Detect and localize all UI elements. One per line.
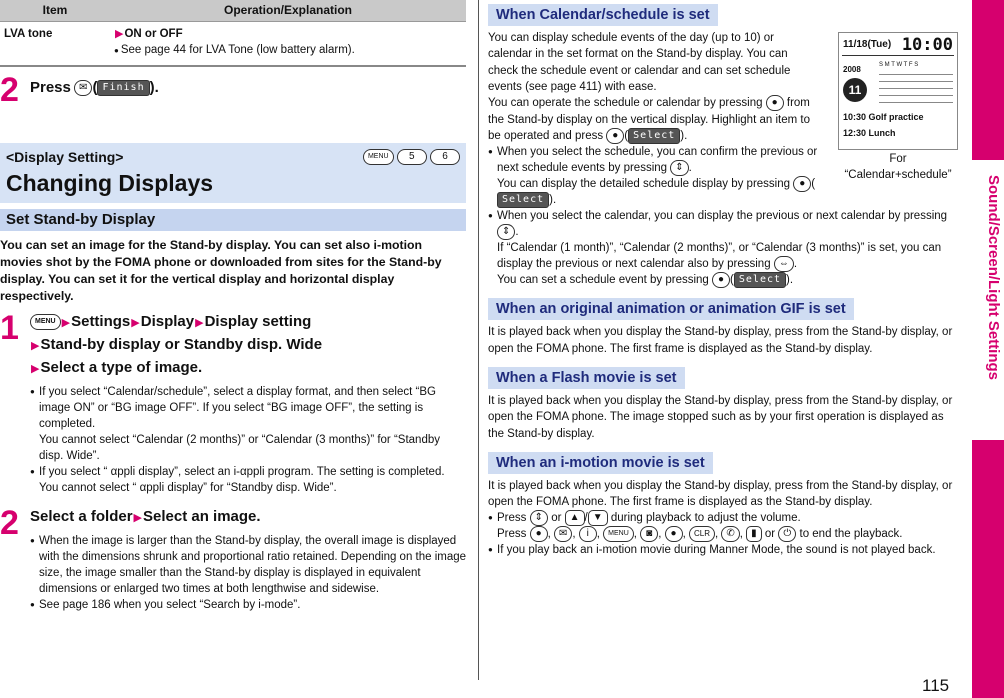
center-key-icon: ● xyxy=(606,128,624,144)
call-key-icon: ✆ xyxy=(721,526,739,542)
finish-key: Finish xyxy=(97,80,149,96)
image-caption: For “Calendar+schedule” xyxy=(844,153,952,181)
mail-key-icon: ✉ xyxy=(554,526,572,542)
center-key-icon: ● xyxy=(530,526,548,542)
center-key-icon: ● xyxy=(665,526,683,542)
menu-key-icon: MENU xyxy=(30,314,61,330)
left-column xyxy=(0,0,467,613)
section-header xyxy=(0,143,466,203)
heading-animation: When an original animation or animation GIF is set xyxy=(488,298,854,320)
center-key-icon: ● xyxy=(712,272,730,288)
side-key-icon: ▼ xyxy=(588,510,608,526)
step-number: 1 xyxy=(0,308,19,347)
side-key-icon: ▲ xyxy=(565,510,585,526)
step-press-finish: 2 Press ✉ ( Finish ). xyxy=(0,70,159,109)
note: ● When the image is larger than the Stand-by display, the overall image is displayed with the dimensions shrunk and proportional ratio retained. Depending on the image size, the image smaller than the Stand-by display is displayed in equivalent dimensions or enlarged two times at both lengthwise and sidewise. xyxy=(30,533,467,597)
table-row xyxy=(0,21,466,66)
section-subtitle: <Display Setting> xyxy=(6,148,124,165)
page-number: 115 xyxy=(922,676,950,695)
updown-key-icon: ⇕ xyxy=(530,510,548,526)
settings-table xyxy=(0,0,466,67)
end-key-icon: ⏻ xyxy=(778,526,796,542)
menu-key-icon: MENU xyxy=(603,526,634,542)
side-tab-label: Sound/Screen/Light Settings xyxy=(985,175,1002,381)
mail-key-icon: ✉ xyxy=(74,80,92,96)
table-cell-item: LVA tone xyxy=(0,21,110,66)
arrow-icon: ▶ xyxy=(115,27,124,40)
updown-key-icon: ⇕ xyxy=(670,160,688,176)
section-title: Changing Displays xyxy=(6,169,214,196)
note: ● If you select “ αppli display”, select an i-αppli program. The setting is completed. xyxy=(30,464,467,480)
note: ● If you select “Calendar/schedule”, select a display format, and then select “BG image ON” or “BG image OFF”. If you select “BG image OFF”, the setting is completed. xyxy=(30,384,467,432)
center-key-icon: ● xyxy=(766,95,784,111)
table-cell-operation: ▶ON or OFF ● See page 44 for LVA Tone (low battery alarm). xyxy=(110,21,466,66)
note: ● See page 186 when you select “Search by i-mode”. xyxy=(30,597,467,613)
step-2: 2 Select a folder▶Select an image. ● When the image is larger than the Stand-by display, the overall image is displayed with the dimensions shrunk and proportional ratio retained. Depending on the image size, the image smaller than the Stand-by display is displayed in equivalent dimensions or enlarged two times at both lengthwise and sidewise. ● See page 186 when you select “Search by i-mode”. xyxy=(0,506,467,613)
camera-key-icon: ◙ xyxy=(640,526,658,542)
iappli-key-icon: i xyxy=(579,526,597,542)
select-key: Select xyxy=(628,128,680,144)
key-6: 6 xyxy=(430,149,460,165)
table-header-item: Item xyxy=(0,0,110,21)
menu-shortcut xyxy=(363,149,460,165)
center-key-icon: ● xyxy=(793,176,811,192)
standby-screen-image: 11/18(Tue) 10:00 2008 11 S M T W T F S 10:30 Golf practice 12:30 Lunch xyxy=(838,32,958,150)
subsection-heading: Set Stand-by Display xyxy=(0,209,466,231)
note: You cannot select “Calendar (2 months)” or “Calendar (3 months)” for “Standby disp. Wide”. xyxy=(39,433,440,462)
menu-key-icon: MENU xyxy=(363,149,394,165)
step-number: 2 xyxy=(0,503,19,542)
clr-key-icon: CLR xyxy=(689,526,715,542)
leftright-key-icon: ⇔ xyxy=(774,256,794,272)
column-divider xyxy=(478,0,479,680)
right-column: When Calendar/schedule is set You can display schedule events of the day (up to 10) or calendar in the set format on the Stand-by display. You can check the schedule event or calendar and can set schedule events (see page 411) with ease. You can operate the schedule or calendar by pressing ● from the Stand-by display on the vertical display. Highlight an item to be operated and press ● ( Select ). ● When you select the schedule, you can confirm the previous or next schedule events by pressing ⇕ . You can display the detailed schedule display by pressing ● (Select ). ● When you select the calendar, you can display the previous or next calendar by pressing ⇕ . If “Calendar (1 month)”, “Calendar (2 months)”, or “Calendar (3 months)” is set, you can display the previous or next calendar also by pressing ⇔ . You can set a schedule event by pressing ● ( Select ). When an original animation or animation GIF is set It is played back when you display the Stand-by display, press from the Stand-by display, or open the FOMA phone. The first frame is displayed as the Stand-by display. When a Flash movie is set It is played back when you display the Stand-by display, press from the Stand-by display, or open the FOMA phone. The image stopped such as by your first operation is displayed as the Stand-by display. When an i-motion movie is set It is played back when you display the Stand-by display, press from the Stand-by display, or open the FOMA phone. The first frame is displayed as the Stand-by display. ● Press ⇕ or ▲ / ▼ during playback to adjust the volume. Press ● , ✉ , i , MENU , ◙ , ● , CLR , ✆ , ▮ or ⏻ to end the playback. ● If you play back an i-motion movie during Manner Mode, the sound is not played back. xyxy=(488,0,958,558)
updown-key-icon: ⇕ xyxy=(497,224,515,240)
heading-imotion: When an i-motion movie is set xyxy=(488,452,713,474)
select-key: Select xyxy=(497,192,549,208)
heading-calendar: When Calendar/schedule is set xyxy=(488,4,718,26)
step-number: 2 xyxy=(0,70,19,109)
heading-flash: When a Flash movie is set xyxy=(488,367,685,389)
table-header-operation: Operation/Explanation xyxy=(110,0,466,21)
note: You cannot select “ αppli display” for “Standby disp. Wide”. xyxy=(39,481,337,494)
select-key: Select xyxy=(734,272,786,288)
side-key-icon: ▮ xyxy=(746,526,762,542)
step-1: 1 MENU ▶Settings▶Display▶Display setting ▶Stand-by display or Standby disp. Wide ▶Select a type of image. ● If you select “Calendar/schedule”, select a display format, and then select “BG image ON” or “BG image OFF”. If you select “BG image OFF”, the setting is completed. You cannot select “Calendar (2 months)” or “Calendar (3 months)” for “Standby disp. Wide”. ● If you select “ αppli display”, select an i-αppli program. The setting is completed. You cannot select “ αppli display” for “Standby disp. Wide”. xyxy=(0,311,467,496)
intro-text: You can set an image for the Stand-by display. You can set also i-motion movies shot by the FOMA phone or downloaded from sites for the Stand-by display. You can set it for the vertical display and horizontal display respectively. xyxy=(0,237,442,303)
key-5: 5 xyxy=(397,149,427,165)
